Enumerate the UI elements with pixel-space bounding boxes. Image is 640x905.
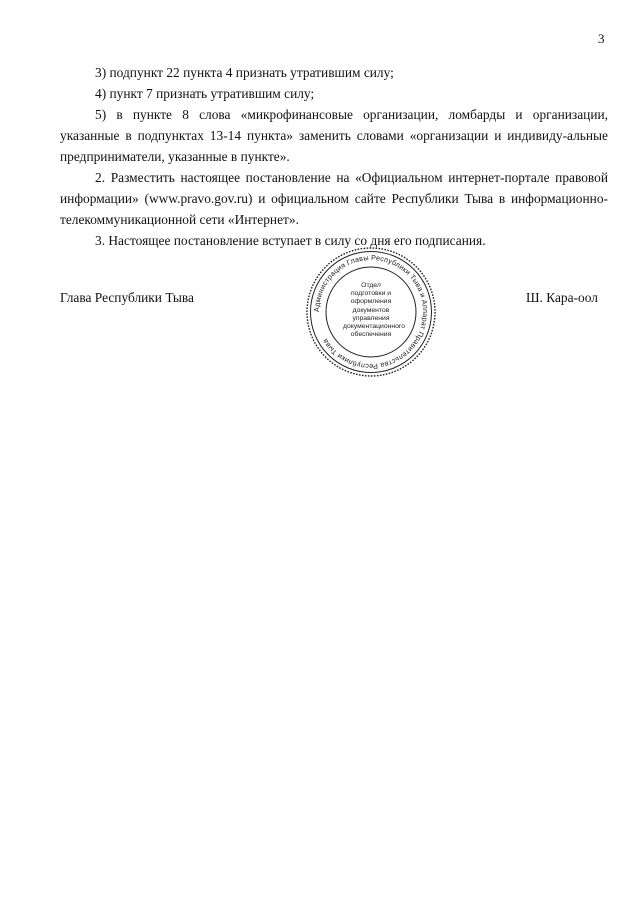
svg-text:Администрация Главы Республики: Администрация Главы Республики Тыва и Аппарат Правительства Республики Тыва xyxy=(311,252,431,372)
stamp-line: обеспечения xyxy=(350,331,392,339)
paragraph-subitem-5: 5) в пункте 8 слова «микрофинансовые организации, ломбарды и организации, указанные в подпунктах 13-14 пункта» заменить словами «организации и индивиду-альные предприниматели, указанные в пункте». xyxy=(60,107,608,164)
stamp-line: Отдел xyxy=(361,282,381,289)
paragraph-subitem-3: 3) подпункт 22 пункта 4 признать утратившим силу; xyxy=(95,65,394,80)
official-stamp xyxy=(303,244,439,380)
paragraph-subitem-4: 4) пункт 7 признать утратившим силу; xyxy=(95,86,315,101)
stamp-line: подготовки и xyxy=(350,290,392,298)
stamp-line: документационного xyxy=(343,323,406,331)
paragraph-item-2: 2. Разместить настоящее постановление на «Официальном интернет-портале правовой информации» (www.pravo.gov.ru) и официальном сайте Республики Тыва в информационно-телекоммуникационной сети «Интернет». xyxy=(60,170,608,227)
signatory-name: Ш. Кара-оол xyxy=(526,290,598,305)
paragraph-item-3: 3. Настоящее постановление вступает в силу со дня его подписания. xyxy=(95,233,486,248)
stamp-line: управления xyxy=(352,314,390,322)
stamp-line: оформления документов xyxy=(350,298,392,314)
page-number: 3 xyxy=(598,31,605,46)
signatory-title: Глава Республики Тыва xyxy=(60,290,194,305)
stamp-center-text xyxy=(343,282,406,339)
document-body xyxy=(60,62,608,251)
